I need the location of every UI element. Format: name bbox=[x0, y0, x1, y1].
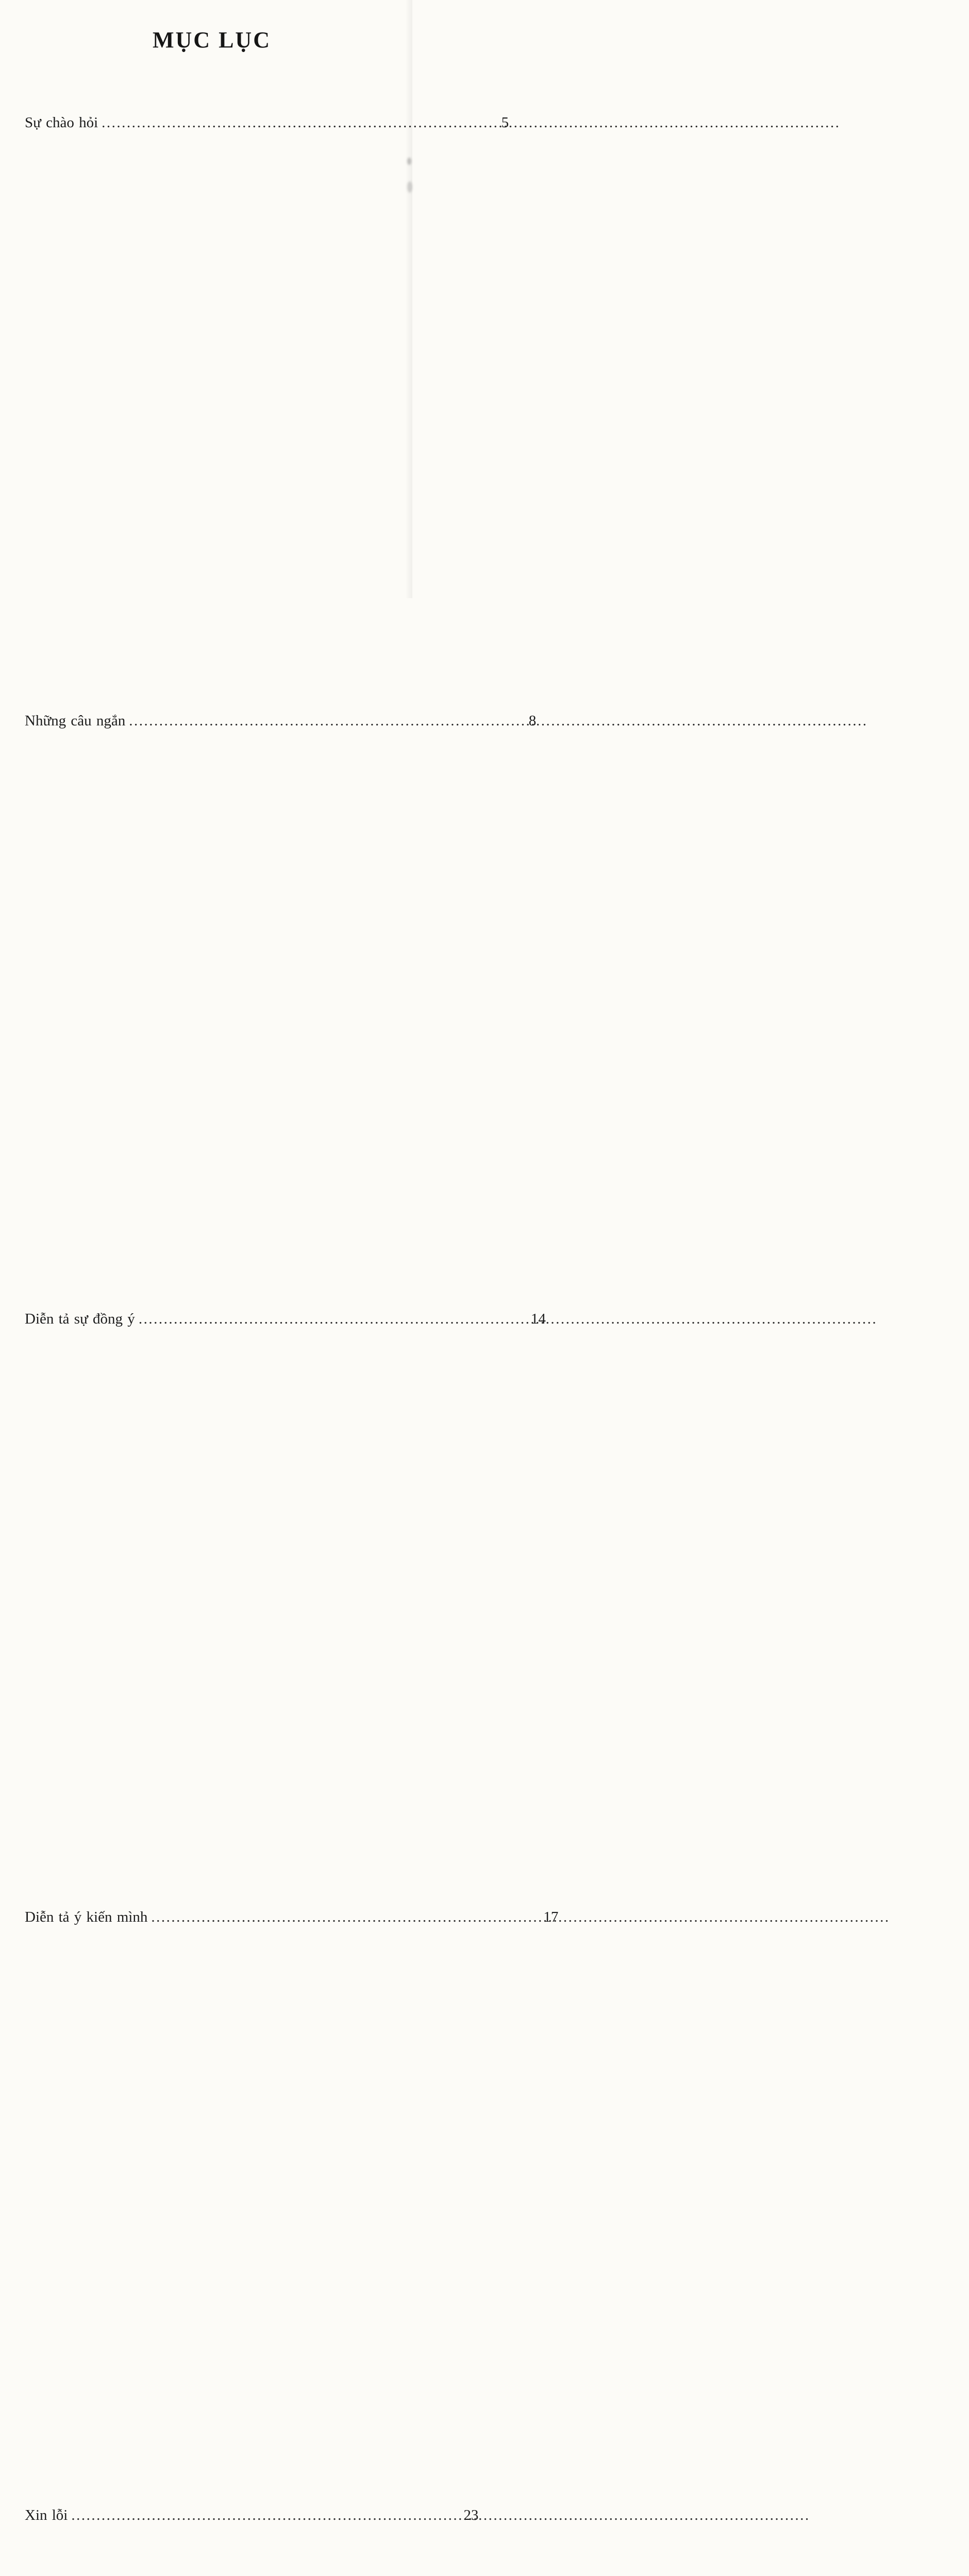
toc-entry-label: Những câu ngắn bbox=[25, 713, 126, 729]
toc-entry bbox=[25, 683, 537, 1281]
toc-entry bbox=[25, 1879, 559, 2477]
toc-dot-leader bbox=[71, 2506, 77, 2524]
page-title: MỤC LỤC bbox=[153, 27, 271, 53]
toc-entry-label: Diễn tả sự đồng ý bbox=[25, 1311, 135, 1327]
toc-entry-label: Sự chào hỏi bbox=[25, 114, 98, 131]
toc-dot-leader bbox=[129, 711, 135, 730]
toc-entry bbox=[25, 2477, 479, 2576]
toc-page-number: 14 bbox=[530, 1311, 546, 1327]
toc-page-number: 23 bbox=[463, 2507, 479, 2523]
toc-entry-label: Diễn tả ý kiến mình bbox=[25, 1909, 148, 1925]
toc-dot-leader bbox=[139, 1310, 145, 1328]
toc-dot-leader bbox=[102, 113, 108, 132]
toc-entry-label: Xin lỗi bbox=[25, 2507, 68, 2523]
toc-entry bbox=[25, 1281, 546, 1879]
toc-entry bbox=[25, 84, 509, 683]
toc-page-number: 8 bbox=[528, 713, 537, 729]
toc-dot-leader bbox=[151, 1908, 157, 1926]
toc-list bbox=[25, 84, 559, 2576]
toc-page-number: 17 bbox=[543, 1909, 559, 1925]
toc-page-number: 5 bbox=[501, 114, 509, 131]
